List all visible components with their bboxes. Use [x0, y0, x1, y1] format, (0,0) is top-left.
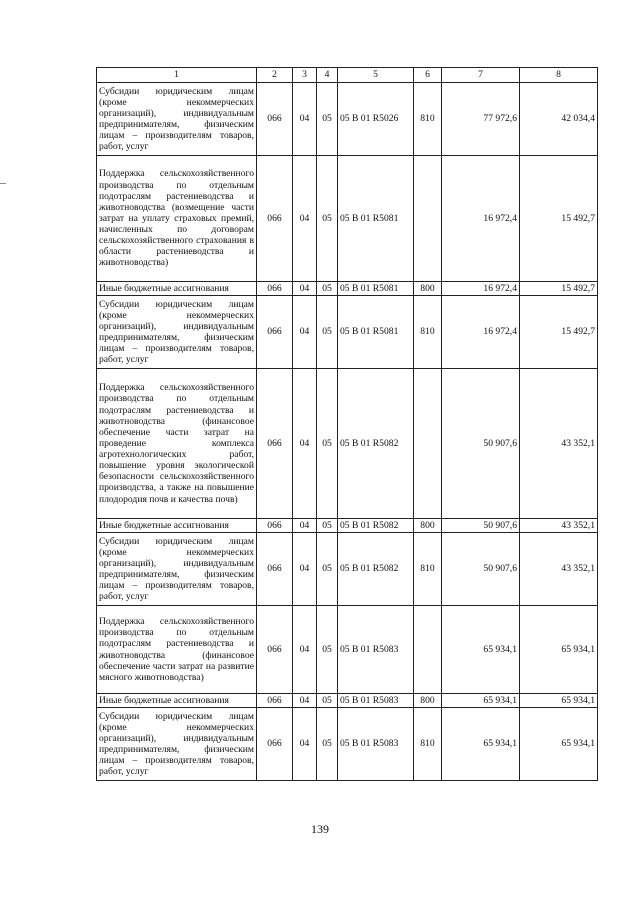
- expense-type-code: [414, 369, 442, 519]
- row-description: Иные бюджетные ассигнования: [97, 519, 257, 533]
- target-article-code: 05 B 01 R5083: [338, 694, 414, 708]
- subsection-code: 05: [317, 83, 338, 156]
- amount-col7: 65 934,1: [442, 708, 520, 781]
- subsection-code: 05: [317, 282, 338, 296]
- ministry-code: 066: [257, 606, 293, 694]
- amount-col8: 65 934,1: [520, 694, 598, 708]
- table-row: [97, 694, 598, 708]
- target-article-code: 05 B 01 R5081: [338, 296, 414, 369]
- amount-col7: 50 907,6: [442, 369, 520, 519]
- header-cell: 4: [317, 68, 338, 83]
- expense-type-code: 810: [414, 296, 442, 369]
- ministry-code: 066: [257, 533, 293, 606]
- subsection-code: 05: [317, 369, 338, 519]
- amount-col7: 65 934,1: [442, 694, 520, 708]
- target-article-code: 05 B 01 R5083: [338, 606, 414, 694]
- row-description: Поддержка сельскохозяйственного производства по отдельным подотраслям растениеводства и животноводства (финансовое обеспечение части затрат на развитие мясного животноводства): [97, 606, 257, 694]
- section-code: 04: [293, 83, 317, 156]
- amount-col7: 16 972,4: [442, 282, 520, 296]
- subsection-code: 05: [317, 296, 338, 369]
- row-description: Субсидии юридическим лицам (кроме некоммерческих организаций), индивидуальным предпринимателям, физическим лицам – производителям товаров, работ, услуг: [97, 708, 257, 781]
- table-row: [97, 156, 598, 282]
- header-cell: 7: [442, 68, 520, 83]
- section-code: 04: [293, 369, 317, 519]
- row-description: Субсидии юридическим лицам (кроме некоммерческих организаций), индивидуальным предпринимателям, физическим лицам – производителям товаров, работ, услуг: [97, 296, 257, 369]
- subsection-code: 05: [317, 606, 338, 694]
- ministry-code: 066: [257, 296, 293, 369]
- subsection-code: 05: [317, 708, 338, 781]
- amount-col7: 50 907,6: [442, 533, 520, 606]
- header-cell: 6: [414, 68, 442, 83]
- table-row: [97, 708, 598, 781]
- expense-type-code: 810: [414, 708, 442, 781]
- ministry-code: 066: [257, 156, 293, 282]
- target-article-code: 05 B 01 R5082: [338, 369, 414, 519]
- table-row: [97, 606, 598, 694]
- row-description: Поддержка сельскохозяйственного производства по отдельным подотраслям растениеводства и животноводства (финансовое обеспечение части затрат на проведение комплекса агротехнологических работ, повышение уровня экологической безопасности сельскохозяйственного производства, а также на повышение плодородия почв и качества почв): [97, 369, 257, 519]
- amount-col8: 65 934,1: [520, 708, 598, 781]
- table-row: [97, 296, 598, 369]
- expense-type-code: [414, 156, 442, 282]
- target-article-code: 05 B 01 R5081: [338, 282, 414, 296]
- amount-col8: 42 034,4: [520, 83, 598, 156]
- section-code: 04: [293, 296, 317, 369]
- expense-type-code: 800: [414, 694, 442, 708]
- section-code: 04: [293, 282, 317, 296]
- section-code: 04: [293, 708, 317, 781]
- table-row: [97, 533, 598, 606]
- ministry-code: 066: [257, 519, 293, 533]
- amount-col8: 43 352,1: [520, 369, 598, 519]
- ministry-code: 066: [257, 369, 293, 519]
- scan-mark: [0, 183, 6, 184]
- amount-col7: 65 934,1: [442, 606, 520, 694]
- table-header-row: [97, 68, 598, 83]
- section-code: 04: [293, 533, 317, 606]
- ministry-code: 066: [257, 708, 293, 781]
- header-cell: 8: [520, 68, 598, 83]
- subsection-code: 05: [317, 519, 338, 533]
- table-row: [97, 282, 598, 296]
- amount-col7: 16 972,4: [442, 156, 520, 282]
- target-article-code: 05 B 01 R5082: [338, 533, 414, 606]
- amount-col7: 16 972,4: [442, 296, 520, 369]
- subsection-code: 05: [317, 533, 338, 606]
- table-row: [97, 83, 598, 156]
- header-cell: 3: [293, 68, 317, 83]
- expense-type-code: 800: [414, 282, 442, 296]
- subsection-code: 05: [317, 156, 338, 282]
- expense-type-code: 810: [414, 83, 442, 156]
- target-article-code: 05 B 01 R5081: [338, 156, 414, 282]
- ministry-code: 066: [257, 282, 293, 296]
- row-description: Субсидии юридическим лицам (кроме некоммерческих организаций), индивидуальным предпринимателям, физическим лицам – производителям товаров, работ, услуг: [97, 83, 257, 156]
- expense-type-code: 810: [414, 533, 442, 606]
- table-row: [97, 519, 598, 533]
- budget-table: [96, 67, 598, 781]
- row-description: Субсидии юридическим лицам (кроме некоммерческих организаций), индивидуальным предпринимателям, физическим лицам – производителям товаров, работ, услуг: [97, 533, 257, 606]
- table-row: [97, 369, 598, 519]
- header-cell: 2: [257, 68, 293, 83]
- section-code: 04: [293, 519, 317, 533]
- section-code: 04: [293, 156, 317, 282]
- row-description: Поддержка сельскохозяйственного производства по отдельным подотраслям растениеводства и животноводства (возмещение части затрат на уплату страховых премий, начисленных по договорам сельскохозяйственного страхования в области растениеводства и животноводства): [97, 156, 257, 282]
- section-code: 04: [293, 606, 317, 694]
- amount-col8: 15 492,7: [520, 296, 598, 369]
- amount-col8: 43 352,1: [520, 533, 598, 606]
- section-code: 04: [293, 694, 317, 708]
- expense-type-code: [414, 606, 442, 694]
- row-description: Иные бюджетные ассигнования: [97, 282, 257, 296]
- ministry-code: 066: [257, 83, 293, 156]
- target-article-code: 05 B 01 R5082: [338, 519, 414, 533]
- amount-col8: 65 934,1: [520, 606, 598, 694]
- subsection-code: 05: [317, 694, 338, 708]
- expense-type-code: 800: [414, 519, 442, 533]
- amount-col7: 50 907,6: [442, 519, 520, 533]
- amount-col8: 43 352,1: [520, 519, 598, 533]
- amount-col8: 15 492,7: [520, 156, 598, 282]
- amount-col7: 77 972,6: [442, 83, 520, 156]
- target-article-code: 05 B 01 R5083: [338, 708, 414, 781]
- row-description: Иные бюджетные ассигнования: [97, 694, 257, 708]
- target-article-code: 05 B 01 R5026: [338, 83, 414, 156]
- header-cell: 5: [338, 68, 414, 83]
- amount-col8: 15 492,7: [520, 282, 598, 296]
- page-number: 139: [311, 822, 329, 836]
- header-cell: 1: [97, 68, 257, 83]
- ministry-code: 066: [257, 694, 293, 708]
